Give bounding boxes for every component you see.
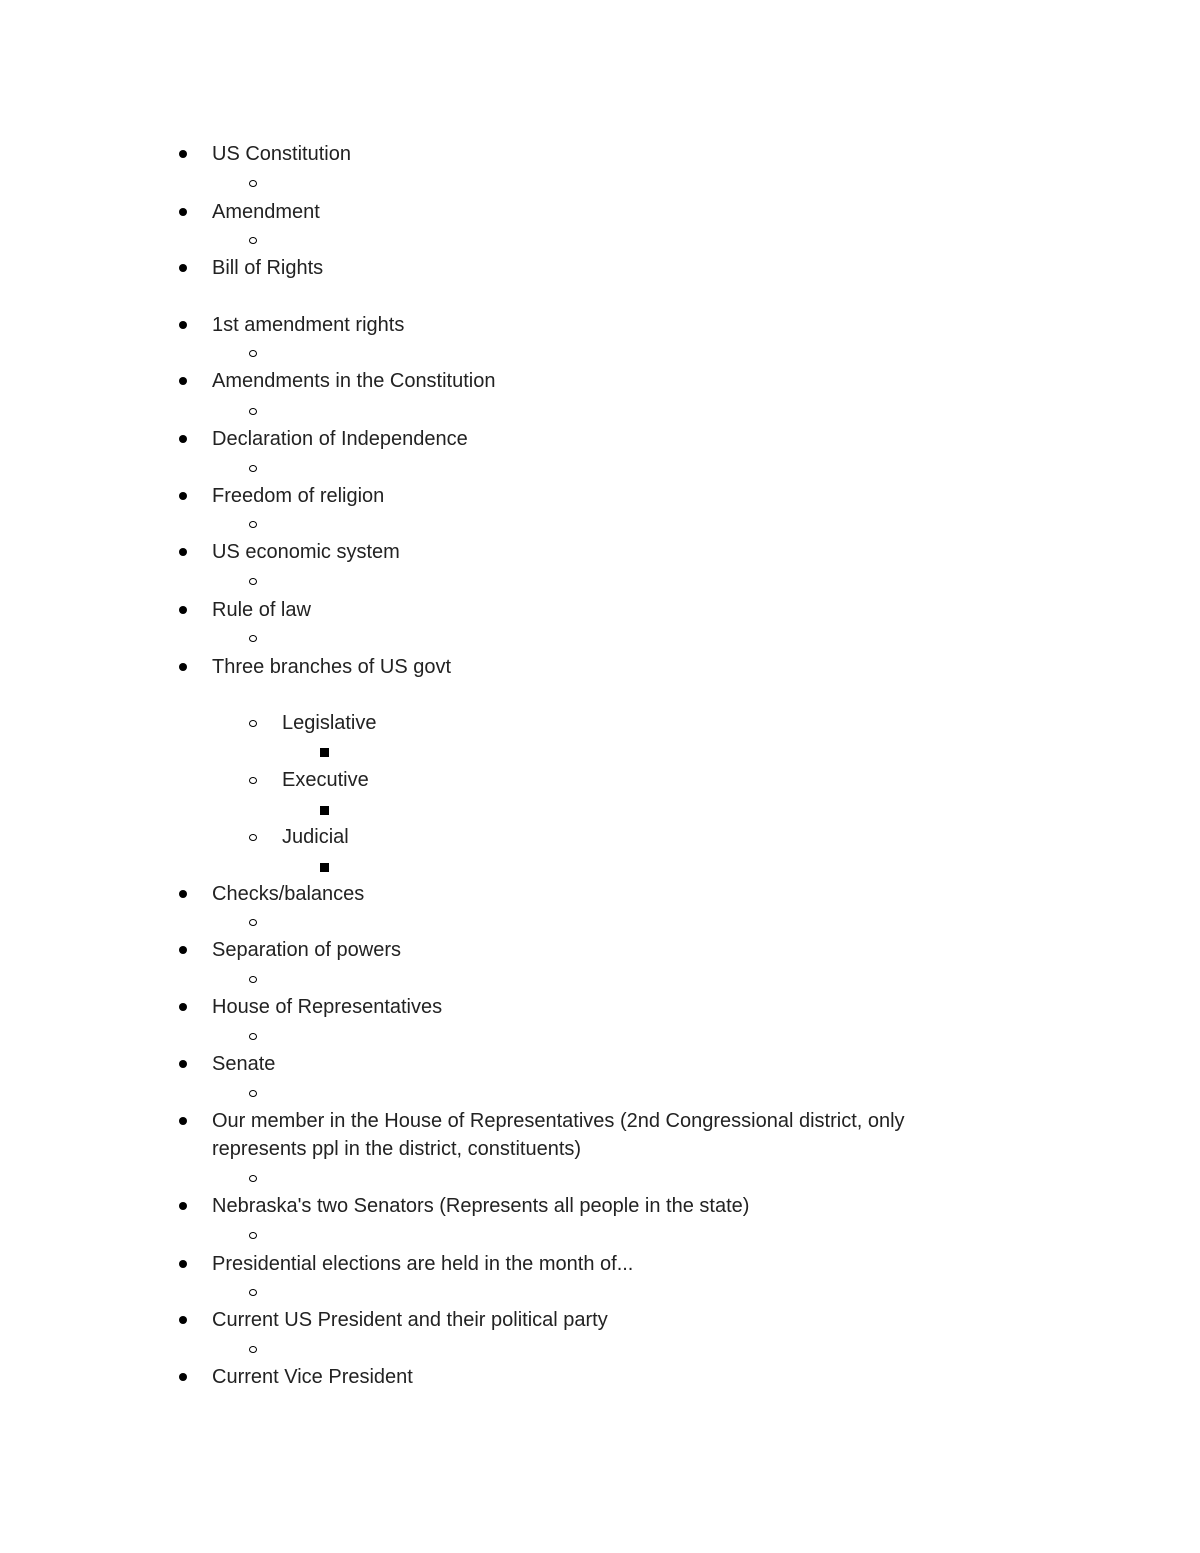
outline-item-text: Amendment	[212, 201, 320, 223]
filled-disc-bullet-icon	[179, 548, 187, 556]
hollow-circle-bullet-icon	[249, 1175, 257, 1182]
outline-item-level-2	[0, 567, 1200, 595]
hollow-circle-bullet-icon	[249, 1232, 257, 1239]
hollow-circle-bullet-icon	[249, 408, 257, 415]
hollow-circle-bullet-icon	[249, 237, 257, 244]
outline-item-level-1	[0, 596, 1200, 624]
filled-disc-bullet-icon	[179, 321, 187, 329]
hollow-circle-bullet-icon	[249, 976, 257, 983]
outline-item-text: Executive	[282, 769, 369, 791]
filled-disc-bullet-icon	[179, 492, 187, 500]
hollow-circle-bullet-icon	[249, 635, 257, 642]
outline-item-level-2	[0, 908, 1200, 936]
hollow-circle-bullet-icon	[249, 1090, 257, 1097]
outline-item-level-1	[0, 425, 1200, 453]
outline-item-level-2	[0, 1164, 1200, 1192]
outline-item-level-3	[0, 853, 1200, 881]
outline-item-text: Current Vice President	[212, 1366, 413, 1388]
outline-item-text: Declaration of Independence	[212, 428, 468, 450]
outline-item-text: represents ppl in the district, constituents)	[212, 1138, 582, 1160]
filled-disc-bullet-icon	[179, 435, 187, 443]
hollow-circle-bullet-icon	[249, 1289, 257, 1296]
filled-square-bullet-icon	[320, 806, 329, 815]
outline-item-text: Bill of Rights	[212, 257, 324, 279]
outline-item-text: US economic system	[212, 541, 400, 563]
filled-disc-bullet-icon	[179, 1060, 187, 1068]
outline-item-level-2	[0, 1335, 1200, 1363]
outline-item-level-1	[0, 1107, 1200, 1135]
hollow-circle-bullet-icon	[249, 1033, 257, 1040]
outline-item-level-1	[0, 1306, 1200, 1334]
hollow-circle-bullet-icon	[249, 465, 257, 472]
outline-item-text: Three branches of US govt	[212, 656, 452, 678]
outline-item-level-1	[0, 482, 1200, 510]
outline-item-level-2	[0, 226, 1200, 254]
hollow-circle-bullet-icon	[249, 1346, 257, 1353]
filled-disc-bullet-icon	[179, 150, 187, 158]
hollow-circle-bullet-icon	[249, 521, 257, 528]
outline-item-level-2	[0, 823, 1200, 851]
filled-disc-bullet-icon	[179, 377, 187, 385]
outline-item-level-1	[0, 880, 1200, 908]
outline-continuation	[0, 1135, 1200, 1163]
hollow-circle-bullet-icon	[249, 919, 257, 926]
outline-item-level-2	[0, 709, 1200, 737]
hollow-circle-bullet-icon	[249, 180, 257, 187]
outline-item-text: House of Representatives	[212, 996, 443, 1018]
outline-item-level-1	[0, 1192, 1200, 1220]
hollow-circle-bullet-icon	[249, 350, 257, 357]
hollow-circle-bullet-icon	[249, 777, 257, 784]
outline-item-level-2	[0, 1022, 1200, 1050]
outline-item-text: Our member in the House of Representatives (2nd Congressional district, only	[212, 1110, 905, 1132]
hollow-circle-bullet-icon	[249, 834, 257, 841]
outline-item-level-2	[0, 454, 1200, 482]
filled-disc-bullet-icon	[179, 946, 187, 954]
filled-disc-bullet-icon	[179, 663, 187, 671]
outline-item-level-2	[0, 1221, 1200, 1249]
outline-item-text: 1st amendment rights	[212, 314, 405, 336]
filled-disc-bullet-icon	[179, 264, 187, 272]
hollow-circle-bullet-icon	[249, 720, 257, 727]
outline-item-level-1	[0, 1050, 1200, 1078]
filled-disc-bullet-icon	[179, 890, 187, 898]
outline-item-text: Freedom of religion	[212, 485, 385, 507]
outline-item-level-1	[0, 311, 1200, 339]
outline-item-text: US Constitution	[212, 143, 351, 165]
outline-item-text: Senate	[212, 1053, 276, 1075]
outline-item-level-2	[0, 1079, 1200, 1107]
outline-item-level-1	[0, 254, 1200, 282]
outline-item-level-1	[0, 367, 1200, 395]
outline-item-text: Separation of powers	[212, 939, 402, 961]
outline-item-text: Checks/balances	[212, 883, 365, 905]
outline-item-level-1	[0, 936, 1200, 964]
outline-item-level-3	[0, 738, 1200, 766]
outline-item-level-2	[0, 766, 1200, 794]
filled-square-bullet-icon	[320, 748, 329, 757]
outline-item-level-2	[0, 169, 1200, 197]
hollow-circle-bullet-icon	[249, 578, 257, 585]
filled-disc-bullet-icon	[179, 1202, 187, 1210]
outline-item-level-2	[0, 965, 1200, 993]
filled-disc-bullet-icon	[179, 1373, 187, 1381]
outline-item-level-3	[0, 796, 1200, 824]
filled-disc-bullet-icon	[179, 1117, 187, 1125]
outline-item-text: Amendments in the Constitution	[212, 370, 496, 392]
outline-item-text: Presidential elections are held in the month of...	[212, 1253, 634, 1275]
outline-item-level-1	[0, 140, 1200, 168]
outline-item-level-2	[0, 397, 1200, 425]
outline-item-level-1	[0, 538, 1200, 566]
outline-item-level-1	[0, 1363, 1200, 1391]
outline-item-level-2	[0, 339, 1200, 367]
outline-item-text: Current US President and their political party	[212, 1309, 608, 1331]
filled-disc-bullet-icon	[179, 1316, 187, 1324]
outline-item-level-1	[0, 198, 1200, 226]
outline-item-text: Judicial	[282, 826, 349, 848]
outline-item-level-1	[0, 993, 1200, 1021]
outline-item-text: Rule of law	[212, 599, 311, 621]
outline-item-text: Legislative	[282, 712, 377, 734]
outline-item-level-1	[0, 653, 1200, 681]
filled-square-bullet-icon	[320, 863, 329, 872]
filled-disc-bullet-icon	[179, 208, 187, 216]
outline-item-level-2	[0, 510, 1200, 538]
outline-item-level-1	[0, 1250, 1200, 1278]
filled-disc-bullet-icon	[179, 1260, 187, 1268]
filled-disc-bullet-icon	[179, 1003, 187, 1011]
filled-disc-bullet-icon	[179, 606, 187, 614]
outline-item-text: Nebraska's two Senators (Represents all people in the state)	[212, 1195, 750, 1217]
outline-item-level-2	[0, 624, 1200, 652]
outline-item-level-2	[0, 1278, 1200, 1306]
